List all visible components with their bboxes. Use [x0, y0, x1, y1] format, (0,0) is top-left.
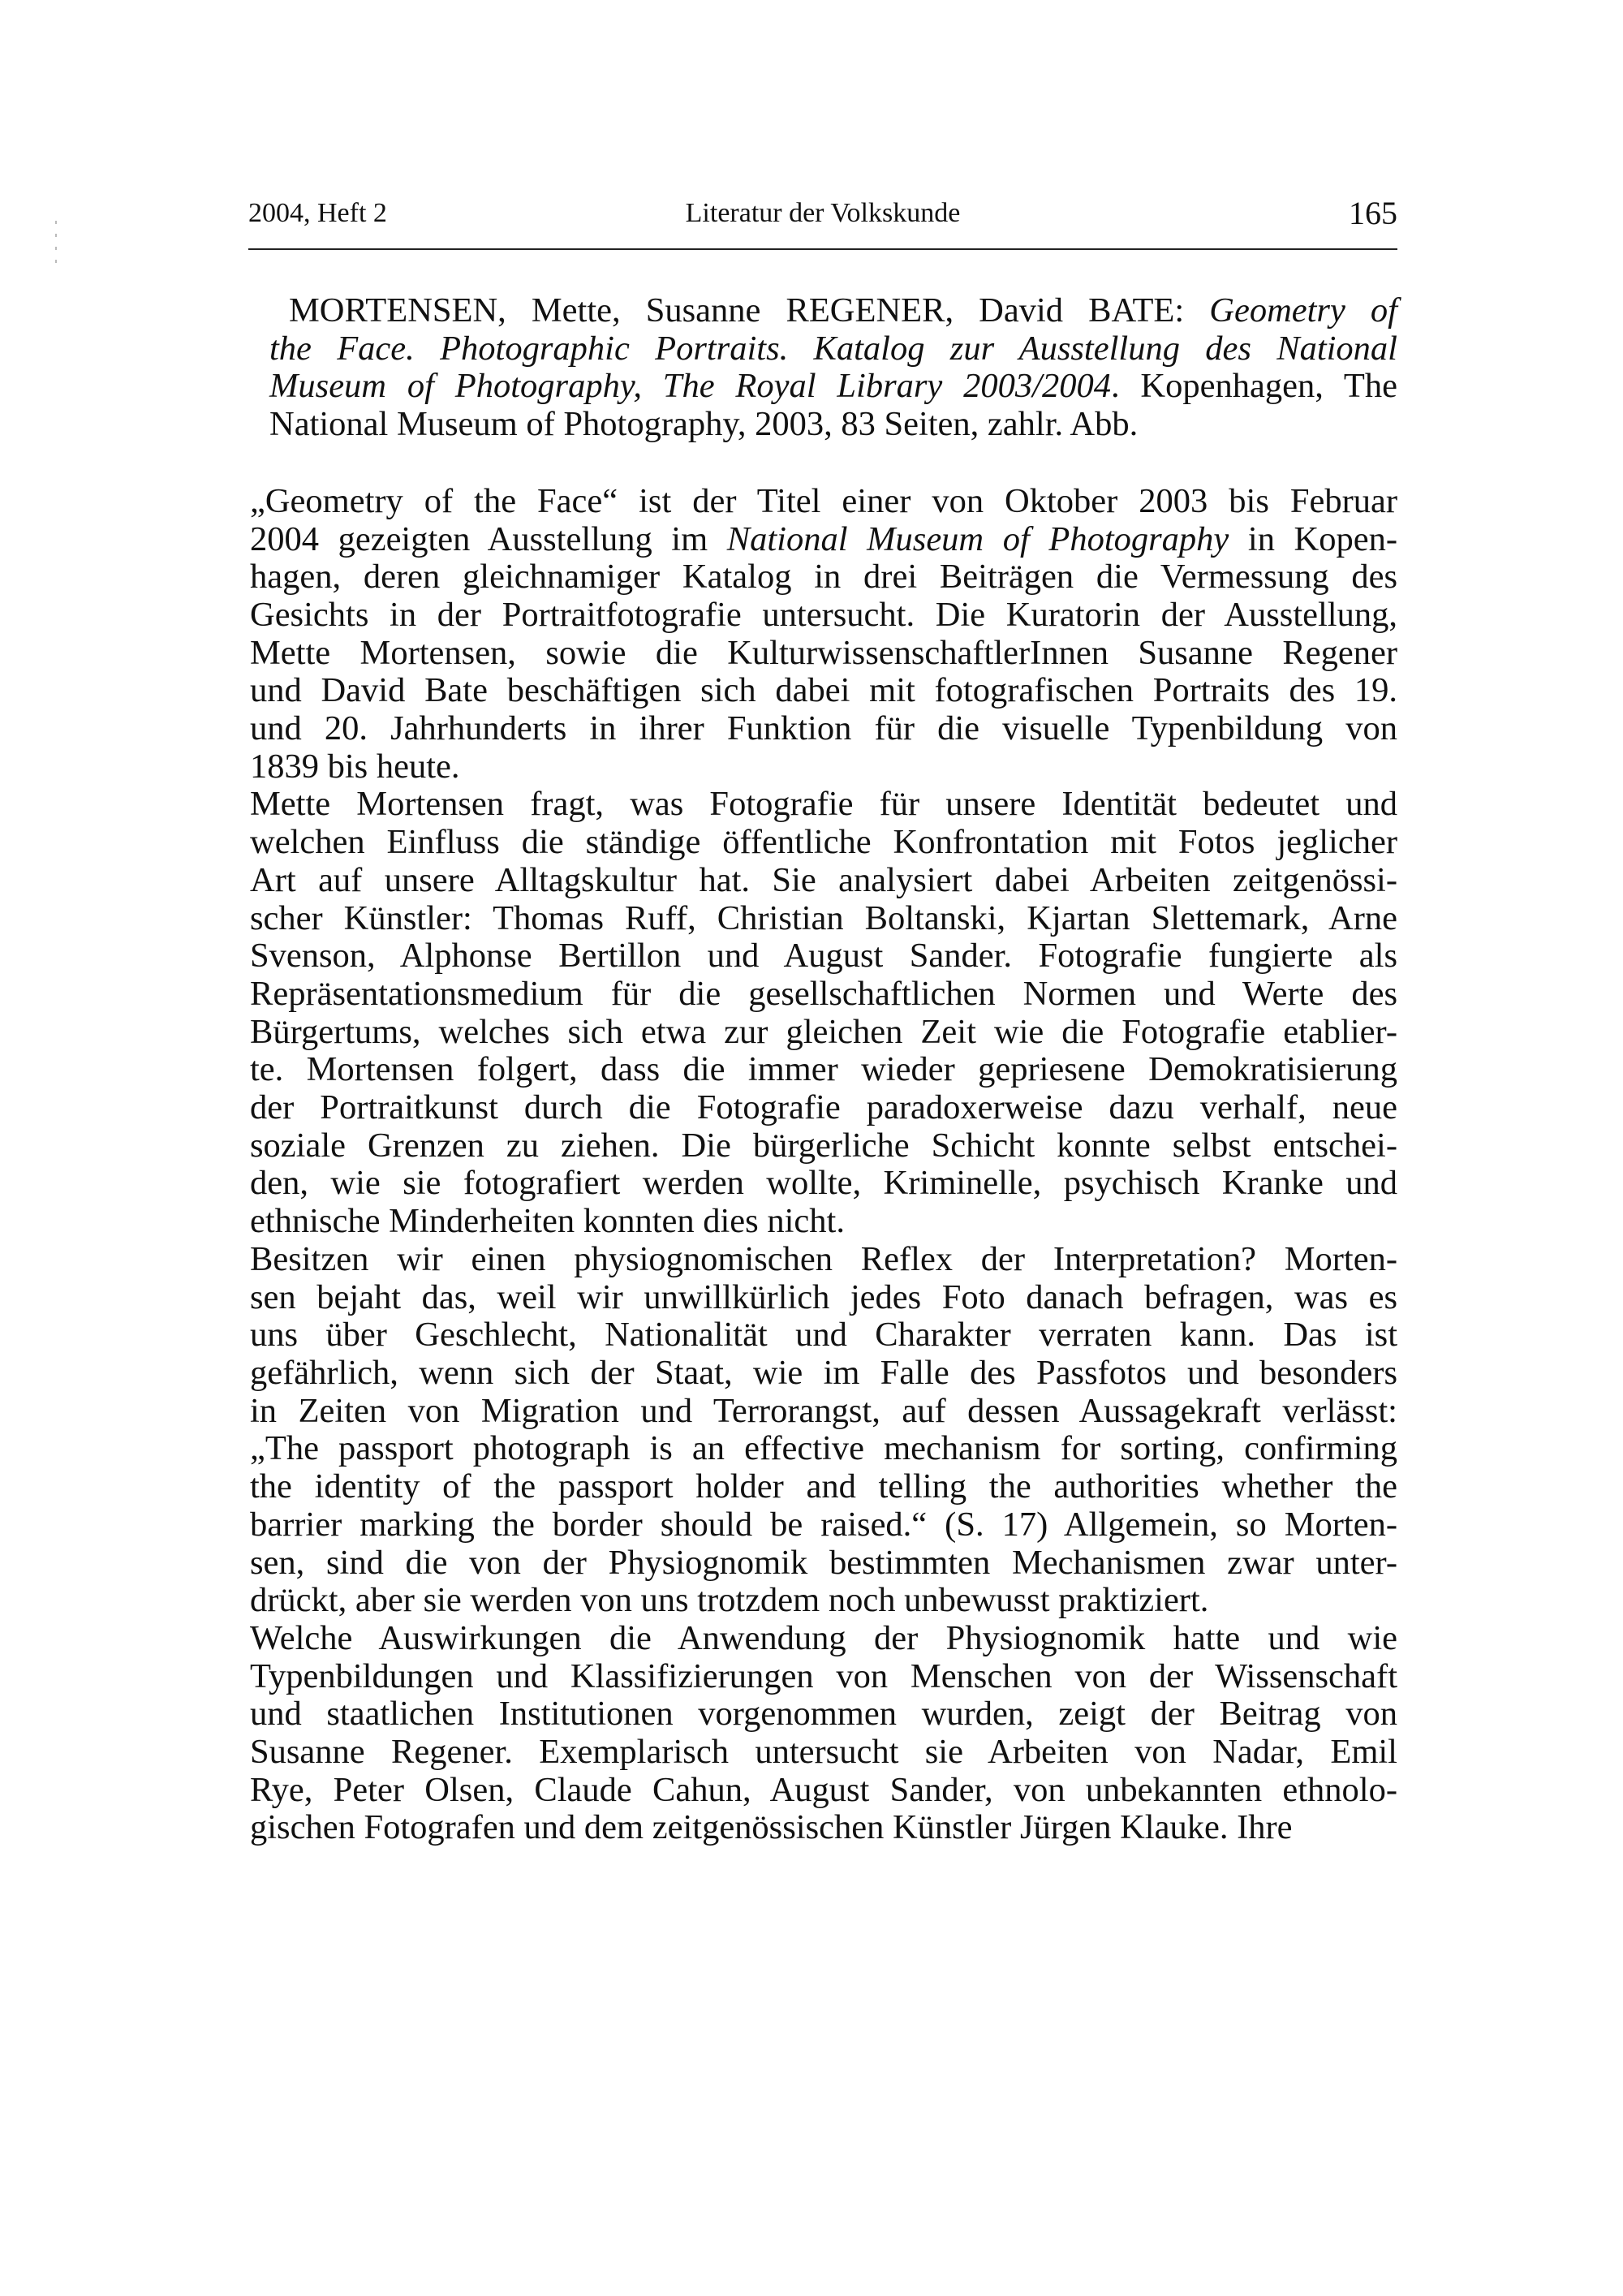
text-line	[250, 1430, 1397, 1468]
text-line	[250, 672, 1397, 710]
text-run: Art auf unsere Alltagskultur hat. Sie analysiert dabei Arbeiten zeitgenössi-	[250, 860, 1397, 899]
text-run: barrier marking the border should be raised.“ (S. 17) Allgemein, so Morten-	[250, 1505, 1397, 1544]
text-run: in Kopen-	[1229, 519, 1397, 558]
text-run: . Kopenhagen, The	[1110, 367, 1397, 406]
text-run: uns über Geschlecht, Nationalität und Charakter verraten kann. Das ist	[250, 1316, 1397, 1355]
text-run: der Portraitkunst durch die Fotografie paradoxerweise dazu verhalf, neue	[250, 1088, 1397, 1127]
text-run: sen, sind die von der Physiognomik bestimmten Mechanismen zwar unter-	[250, 1543, 1397, 1582]
text-run: 2004 gezeigten Ausstellung im	[250, 519, 727, 558]
text-run: MORTENSEN, Mette, Susanne REGENER, David BATE:	[289, 291, 1210, 330]
text-run: the identity of the passport holder and telling the authorities whether the	[250, 1467, 1397, 1506]
text-line	[250, 1089, 1397, 1127]
text-line	[250, 406, 1397, 444]
text-line	[250, 368, 1397, 406]
text-line	[250, 710, 1397, 748]
text-run: Svenson, Alphonse Bertillon und August Sander. Fotografie fungierte als	[250, 937, 1397, 976]
text-line	[250, 635, 1397, 673]
text-line	[250, 1014, 1397, 1052]
issue-label: 2004, Heft 2	[248, 198, 387, 228]
italic-title-text: the Face. Photographic Portraits. Katalog zur Ausstellung des National	[269, 329, 1397, 368]
text-line	[250, 1316, 1397, 1355]
text-line	[250, 976, 1397, 1014]
text-line	[250, 937, 1397, 976]
running-header	[248, 193, 1397, 234]
italic-title-text: National Museum of Photography	[726, 519, 1229, 558]
text-run: Typenbildungen und Klassifizierungen von Menschen von der Wissenschaft	[250, 1656, 1397, 1695]
text-line	[250, 1658, 1397, 1696]
text-line	[250, 824, 1397, 862]
text-run: und 20. Jahrhunderts in ihrer Funktion für die visuelle Typenbildung von	[250, 709, 1397, 748]
text-line	[250, 1468, 1397, 1506]
text-run: in Zeiten von Migration und Terrorangst, auf dessen Aussagekraft verlässt:	[250, 1391, 1397, 1430]
paragraph	[250, 483, 1397, 786]
text-run: und David Bate beschäftigen sich dabei mit fotografischen Portraits des 19.	[250, 671, 1397, 710]
text-run: Rye, Peter Olsen, Claude Cahun, August Sander, von unbekannten ethnolo-	[250, 1770, 1397, 1809]
text-run: Mette Mortensen, sowie die KulturwissenschaftlerInnen Susanne Regener	[250, 633, 1397, 672]
text-run: gefährlich, wenn sich der Staat, wie im Falle des Passfotos und besonders	[250, 1353, 1397, 1392]
italic-title-text: Geometry of	[1209, 291, 1397, 330]
italic-title-text: Museum of Photography, The Royal Library 2003/2004	[269, 367, 1111, 406]
header-rule	[248, 248, 1397, 250]
text-line	[250, 1165, 1397, 1203]
text-run: „Geometry of the Face“ ist der Titel einer von Oktober 2003 bis Februar	[250, 481, 1397, 520]
text-run: den, wie sie fotografiert werden wollte, Kriminelle, psychisch Kranke und	[250, 1164, 1397, 1203]
text-line	[250, 1051, 1397, 1089]
paragraph	[250, 1241, 1397, 1620]
text-run: Bürgertums, welches sich etwa zur gleichen Zeit wie die Fotografie etablier-	[250, 1012, 1397, 1051]
text-line	[250, 1355, 1397, 1393]
text-run: Susanne Regener. Exemplarisch untersucht sie Arbeiten von Nadar, Emil	[250, 1733, 1397, 1772]
text-line	[250, 1734, 1397, 1772]
text-line	[250, 1203, 1397, 1241]
text-line	[250, 292, 1397, 330]
text-run: Mette Mortensen fragt, was Fotografie für unsere Identität bedeutet und	[250, 785, 1397, 824]
text-line	[250, 330, 1397, 368]
text-line	[250, 1127, 1397, 1165]
text-line	[250, 597, 1397, 635]
paragraph	[250, 1620, 1397, 1847]
text-run: National Museum of Photography, 2003, 83 Seiten, zahlr. Abb.	[269, 405, 1139, 444]
text-line	[250, 521, 1397, 559]
text-run: Welche Auswirkungen die Anwendung der Physiognomik hatte und wie	[250, 1618, 1397, 1657]
text-line	[250, 1279, 1397, 1317]
text-line	[250, 786, 1397, 824]
text-run: Gesichts in der Portraitfotografie untersucht. Die Kuratorin der Ausstellung,	[250, 595, 1397, 634]
text-line	[250, 1393, 1397, 1431]
paragraph	[250, 786, 1397, 1240]
text-run: 1839 bis heute.	[250, 747, 460, 786]
text-line	[250, 1809, 1397, 1847]
text-run: welchen Einfluss die ständige öffentliche Konfrontation mit Fotos jeglicher	[250, 823, 1397, 862]
text-run: und staatlichen Institutionen vorgenommen wurden, zeigt der Beitrag von	[250, 1695, 1397, 1734]
review-body	[250, 292, 1397, 1847]
text-line	[250, 1544, 1397, 1583]
text-line	[250, 862, 1397, 900]
text-line	[250, 558, 1397, 597]
text-line	[250, 1772, 1397, 1810]
text-run: hagen, deren gleichnamiger Katalog in drei Beiträgen die Vermessung des	[250, 558, 1397, 597]
text-run: Repräsentationsmedium für die gesellschaftlichen Normen und Werte des	[250, 974, 1397, 1013]
text-run: drückt, aber sie werden von uns trotzdem noch unbewusst praktiziert.	[250, 1581, 1209, 1620]
scan-margin-marks	[55, 221, 58, 278]
text-line	[250, 1582, 1397, 1620]
text-run: scher Künstler: Thomas Ruff, Christian Boltanski, Kjartan Slettemark, Arne	[250, 898, 1397, 937]
text-line	[250, 483, 1397, 521]
text-run: te. Mortensen folgert, dass die immer wieder gepriesene Demokratisierung	[250, 1050, 1397, 1089]
text-run: gischen Fotografen und dem zeitgenössischen Künstler Jürgen Klauke. Ihre	[250, 1808, 1293, 1847]
bibliographic-citation	[250, 292, 1397, 444]
text-run: sen bejaht das, weil wir unwillkürlich jedes Foto danach befragen, was es	[250, 1277, 1397, 1316]
text-run: ethnische Minderheiten konnten dies nicht.	[250, 1202, 845, 1241]
text-line	[250, 1241, 1397, 1279]
text-run: Besitzen wir einen physiognomischen Reflex der Interpretation? Morten-	[250, 1239, 1397, 1278]
text-line	[250, 1506, 1397, 1544]
journal-section-title: Literatur der Volkskunde	[685, 198, 961, 228]
review-text	[250, 483, 1397, 1847]
text-run: soziale Grenzen zu ziehen. Die bürgerliche Schicht konnte selbst entschei-	[250, 1126, 1397, 1165]
text-line	[250, 1620, 1397, 1658]
text-line	[250, 900, 1397, 938]
text-run: „The passport photograph is an effective mechanism for sorting, confirming	[250, 1429, 1397, 1468]
text-line	[250, 748, 1397, 786]
page-number: 165	[1349, 195, 1397, 231]
text-line	[250, 1695, 1397, 1734]
